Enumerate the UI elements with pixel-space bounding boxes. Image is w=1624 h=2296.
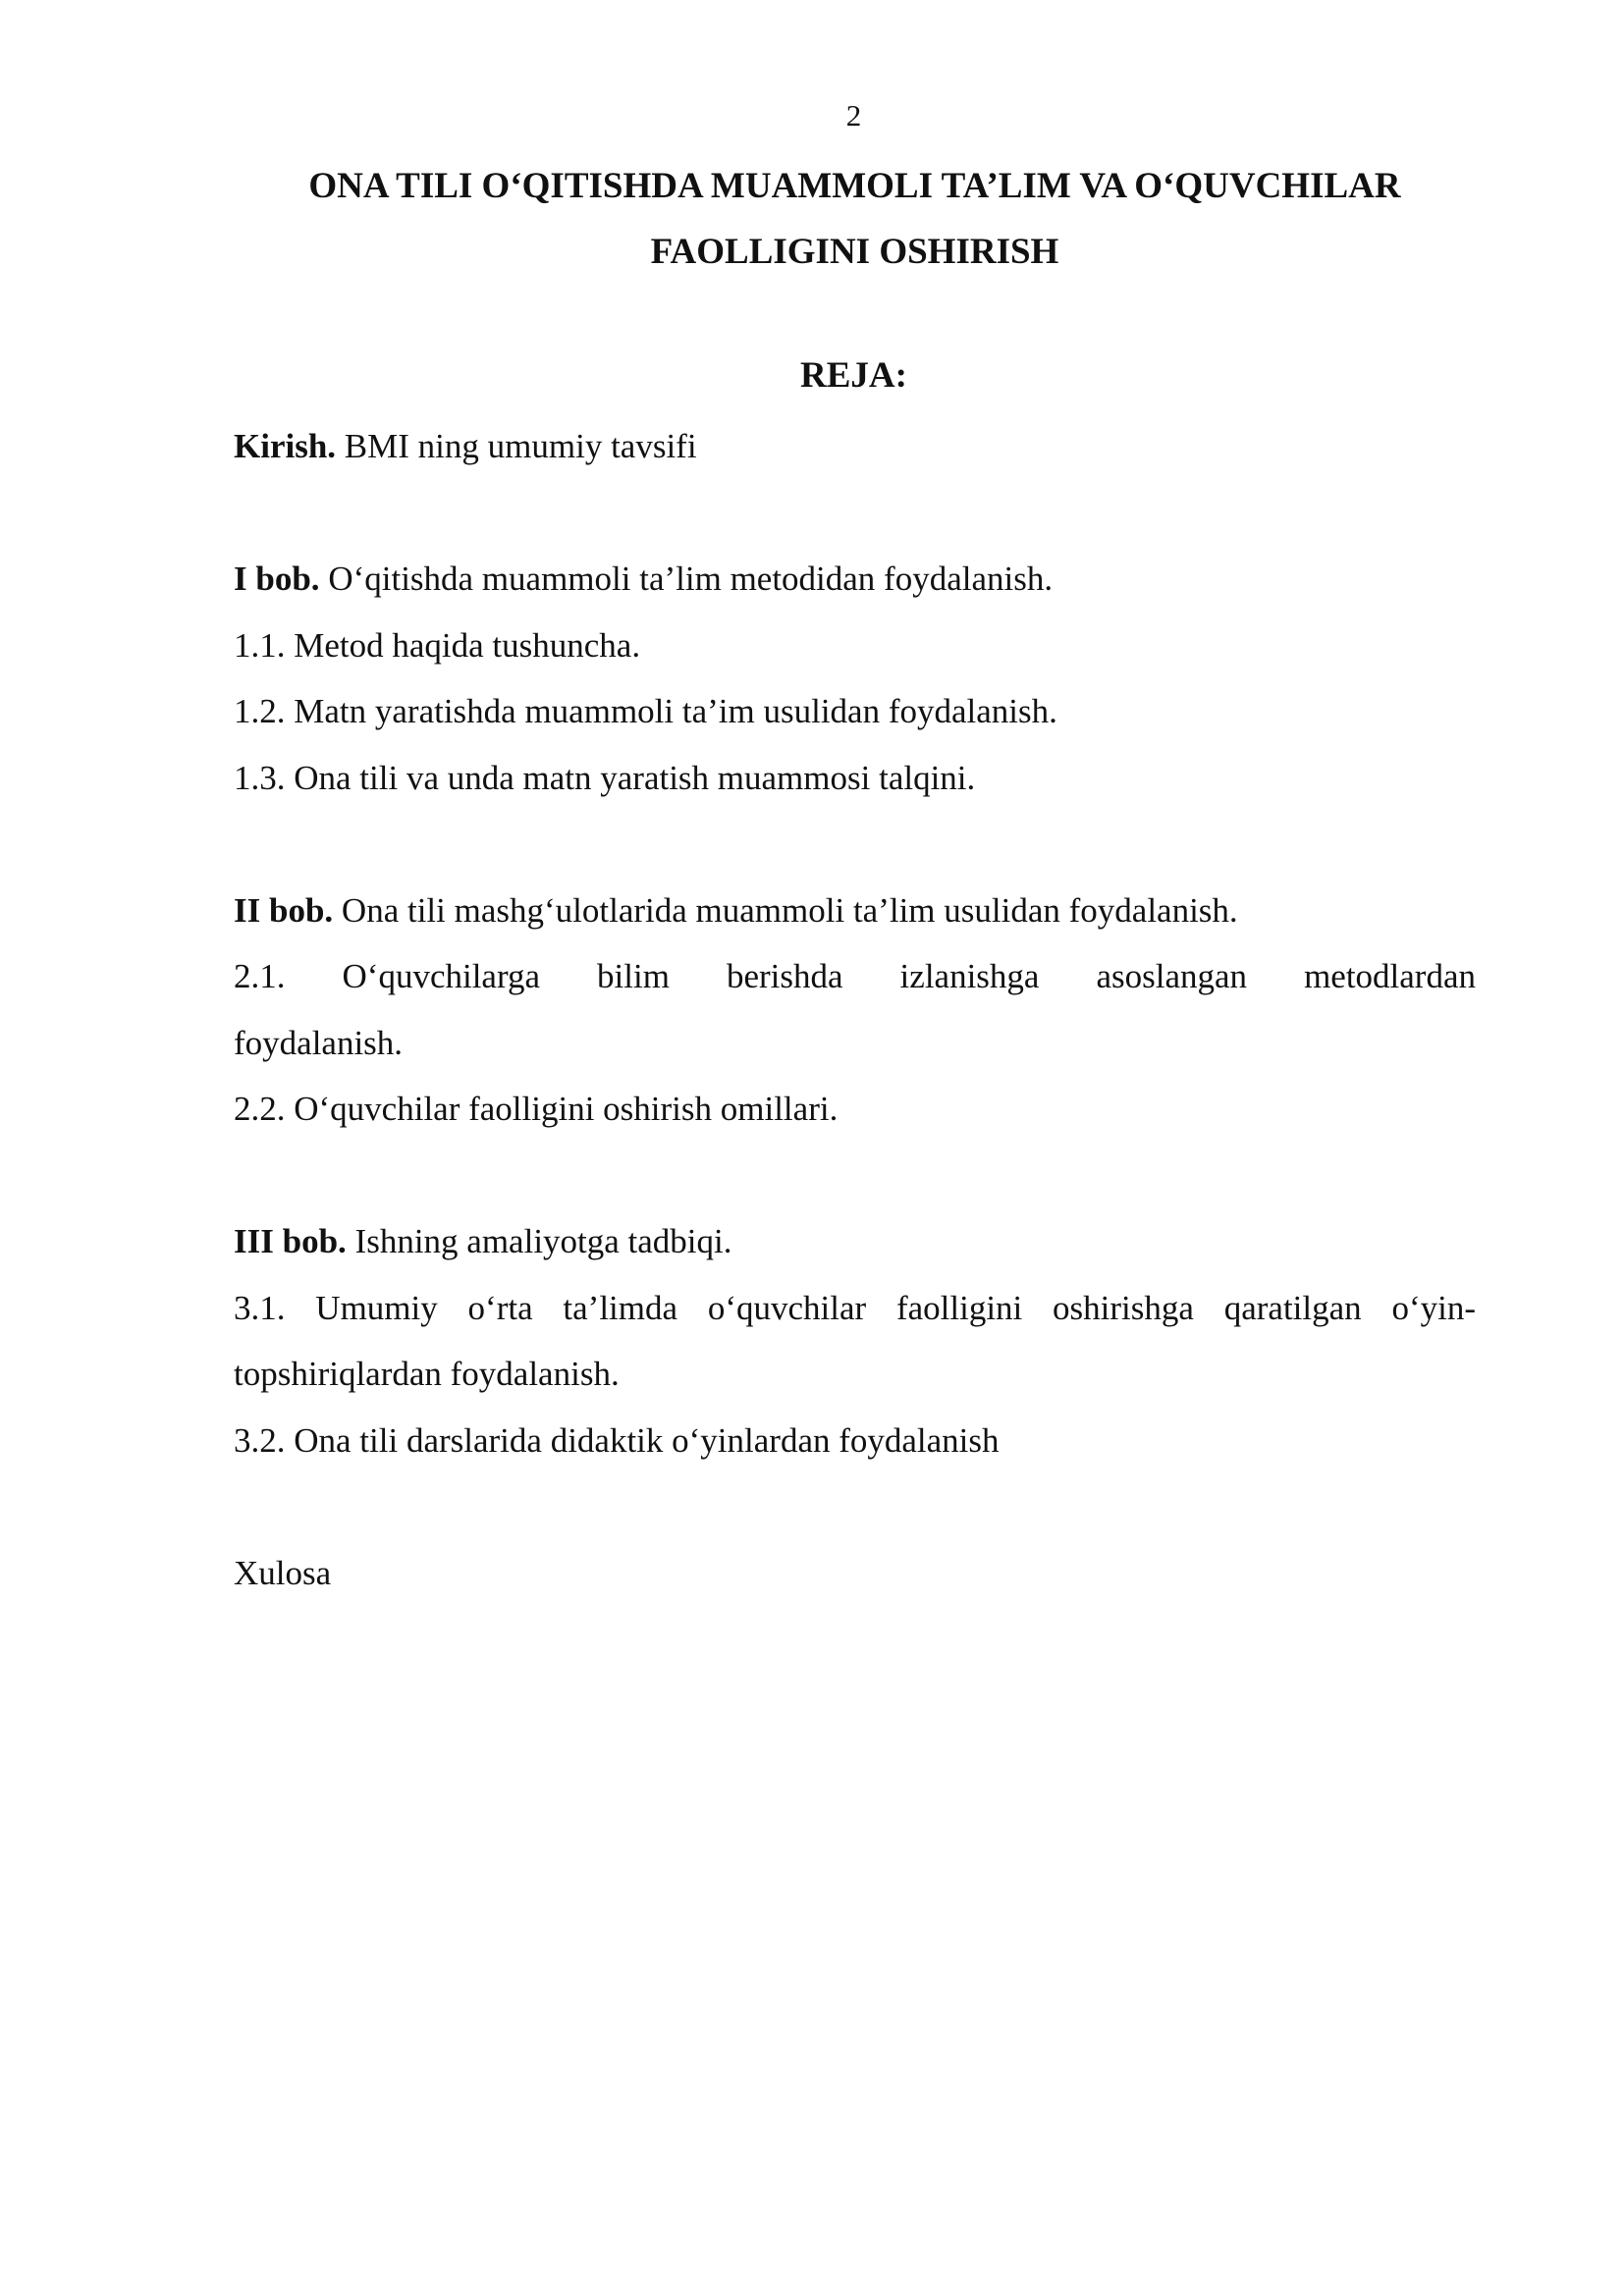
chapter-2-text: Ona tili mashg‘ulotlarida muammoli ta’lim usulidan foydalanish. xyxy=(333,890,1238,930)
document-title xyxy=(234,153,1476,285)
spacer xyxy=(234,811,1476,878)
section-2-2: 2.2. O‘quvchilar faolligini oshirish omillari. xyxy=(234,1090,839,1128)
section-1-2: 1.2. Matn yaratishda muammoli ta’im usulidan foydalanish. xyxy=(234,692,1057,730)
section-3-1-line-1: 3.1. Umumiy o‘rta ta’limda o‘quvchilar faolligini oshirishga qaratilgan o‘yin- xyxy=(234,1288,1476,1327)
title-line-1: ONA TILI O‘QITISHDA MUAMMOLI TA’LIM VA O‘QUVCHILAR xyxy=(308,166,1401,206)
spacer xyxy=(234,480,1476,547)
section-2-1-line-1: 2.1. O‘quvchilarga bilim berishda izlanishga asoslangan metodlardan xyxy=(234,957,1476,995)
spacer xyxy=(234,1473,1476,1540)
title-line-2: FAOLLIGINI OSHIRISH xyxy=(650,232,1059,272)
section-3-1-line-2: topshiriqlardan foydalanish. xyxy=(234,1355,620,1393)
chapter-2-label: II bob. xyxy=(234,890,334,930)
section-1-3: 1.3. Ona tili va unda matn yaratish muammosi talqini. xyxy=(234,758,976,797)
section-3-2: 3.2. Ona tili darslarida didaktik o‘yinlardan foydalanish xyxy=(234,1420,1000,1460)
plan-heading: REJA: xyxy=(800,355,907,396)
chapter-3-text: Ishning amaliyotga tadbiqi. xyxy=(346,1222,732,1260)
chapter-2-heading xyxy=(234,878,1476,944)
intro-entry xyxy=(234,413,1476,480)
chapter-1-label: I bob. xyxy=(234,560,320,598)
chapter-1-text: O‘qitishda muammoli ta’lim metodidan foydalanish. xyxy=(319,560,1054,598)
chapter-3-label: III bob. xyxy=(234,1222,347,1260)
intro-text: BMI ning umumiy tavsifi xyxy=(336,427,697,465)
conclusion-entry: Xulosa xyxy=(234,1553,332,1592)
page-number: 2 xyxy=(845,98,862,133)
spacer xyxy=(234,1143,1476,1209)
section-2-1-line-2: foydalanish. xyxy=(234,1023,404,1062)
section-1-1: 1.1. Metod haqida tushuncha. xyxy=(234,625,641,665)
table-of-contents xyxy=(234,413,1476,1606)
intro-label: Kirish. xyxy=(234,427,337,465)
chapter-1-heading xyxy=(234,546,1476,613)
chapter-3-heading xyxy=(234,1208,1476,1275)
